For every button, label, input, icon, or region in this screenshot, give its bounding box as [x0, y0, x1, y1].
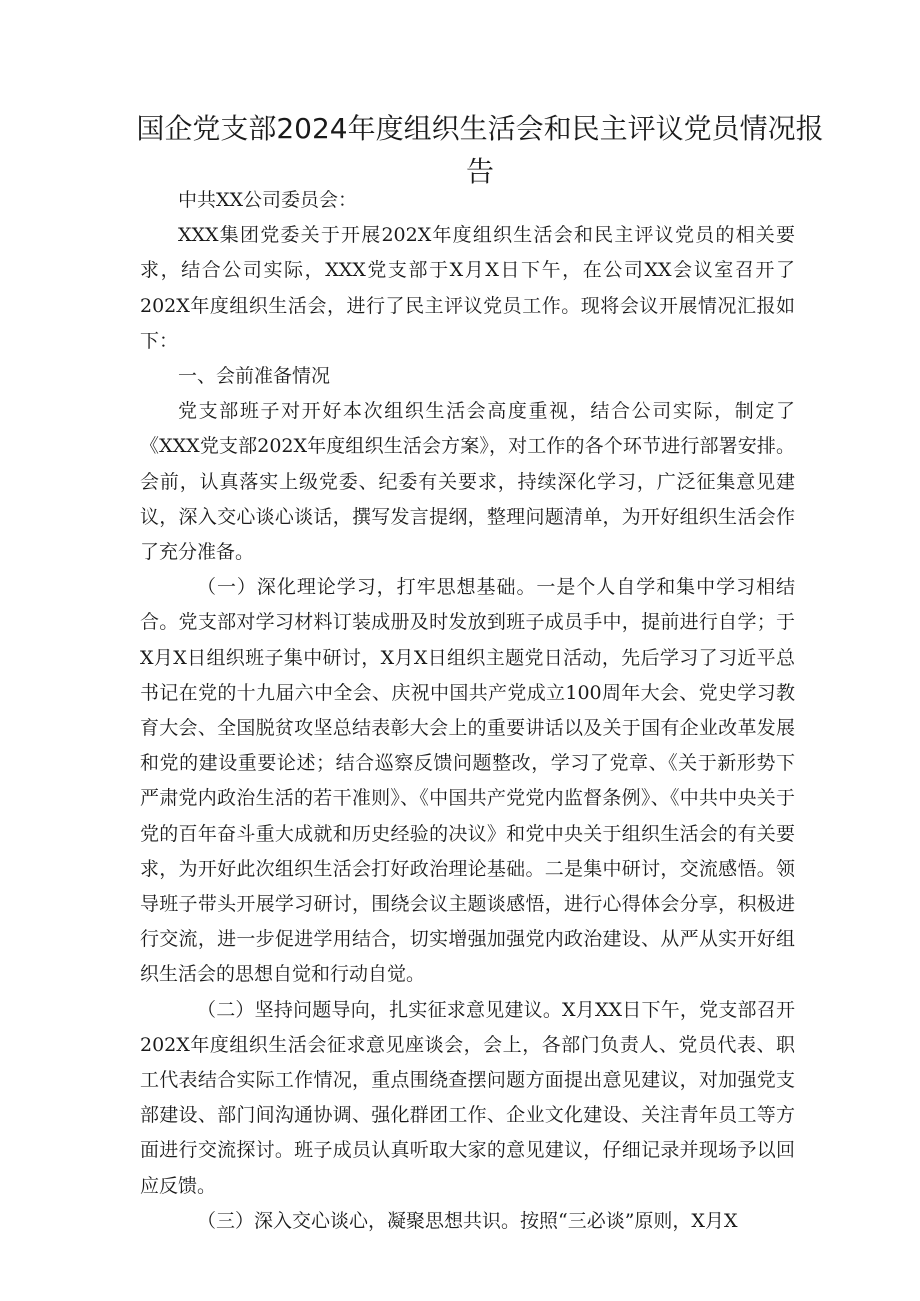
- document-title: 国企党支部2024年度组织生活会和民主评议党员情况报告: [136, 112, 824, 188]
- subsection-heart-to-heart-talks: （三）深入交心谈心，凝聚思想共识。按照“三必谈”原则，X月X: [197, 1209, 738, 1232]
- preparation-paragraph: 党支部班子对开好本次组织生活会高度重视，结合公司实际，制定了《XXX党支部202X年度组织生活会方案》，对工作的各个环节进行部署安排。会前，认真落实上级党委、纪委有关要求，持续深化学习，广泛征集意见建议，深入交心谈心谈话，撰写发言提纲，整理问题清单，为开好组织生活会作了充分准备。: [140, 400, 795, 564]
- section-heading-preparation: 一、会前准备情况: [178, 365, 331, 388]
- subsection-theory-study: （一）深化理论学习，打牢思想基础。一是个人自学和集中学习相结合。党支部对学习材料订装成册及时发放到班子成员手中，提前进行自学；于X月X日组织班子集中研讨，X月X日组织主题党日活动，先后学习了习近平总书记在党的十九届六中全会、庆祝中国共产党成立100周年大会、党史学习教育大会、全国脱贫攻坚总结表彰大会上的重要讲话以及关于国有企业改革发展和党的建设重要论述；结合巡察反馈问题整改，学习了党章、《关于新形势下严肃党内政治生活的若干准则》、《中国共产党党内监督条例》、《中共中央关于党的百年奋斗重大成就和历史经验的决议》和党中央关于组织生活会的有关要求，为开好此次组织生活会打好政治理论基础。二是集中研讨，交流感悟。领导班子带头开展学习研讨，围绕会议主题谈感悟，进行心得体会分享，积极进行交流，进一步促进学用结合，切实增强加强党内政治建设、从严从实开好组织生活会的思想自觉和行动自觉。: [140, 576, 795, 986]
- document-body: [140, 183, 795, 1239]
- intro-paragraph: XXX集团党委关于开展202X年度组织生活会和民主评议党员的相关要求，结合公司实际，XXX党支部于X月X日下午，在公司XX会议室召开了202X年度组织生活会，进行了民主评议党员工作。现将会议开展情况汇报如下：: [140, 224, 795, 352]
- salutation: 中共XX公司委员会：: [178, 189, 358, 211]
- subsection-problem-orientation: （二）坚持问题导向，扎实征求意见建议。X月XX日下午，党支部召开202X年度组织生活会征求意见座谈会，会上，各部门负责人、党员代表、职工代表结合实际工作情况，重点围绕查摆问题方面提出意见建议，对加强党支部建设、部门间沟通协调、强化群团工作、企业文化建设、关注青年员工等方面进行交流探讨。班子成员认真听取大家的意见建议，仔细记录并现场予以回应反馈。: [140, 998, 795, 1197]
